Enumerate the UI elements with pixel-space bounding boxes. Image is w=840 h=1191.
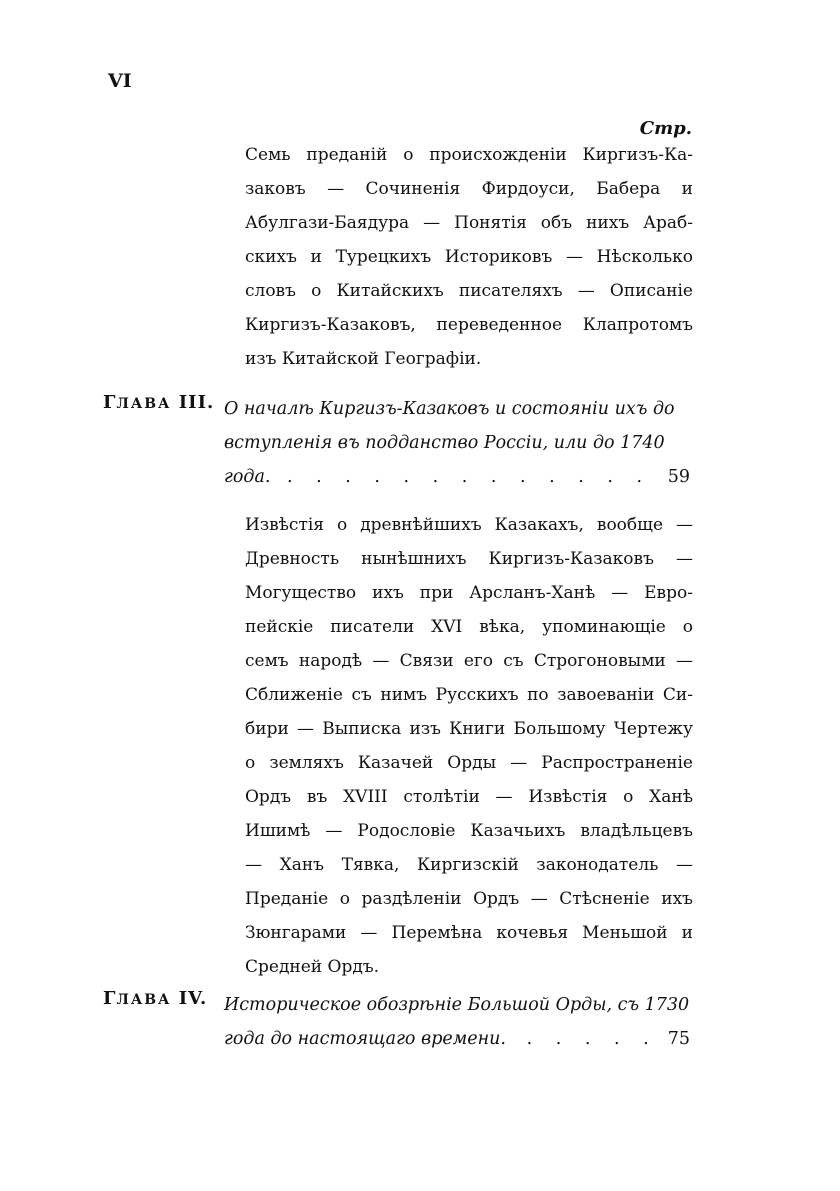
summary-line: пейскіе писатели XVI вѣка, упоминающіе о <box>245 617 693 637</box>
summary-line: о земляхъ Казачей Орды — Распространеніе <box>245 753 693 773</box>
chapter-3-label: ГЛАВА III. <box>103 392 215 413</box>
page-column-header: Стр. <box>639 118 692 139</box>
summary-line: Сближеніе съ нимъ Русскихъ по завоеваніи Си- <box>245 685 693 705</box>
chapter-title-last-line: года до настоящаго времени. . . . . . 75 <box>224 1022 690 1056</box>
chapter-4-title <box>224 988 690 1056</box>
chapter-title-line: Историческое обозрѣніе Большой Орды, съ 1730 <box>224 995 690 1015</box>
summary-line: Зюнгарами — Перемѣна кочевья Меньшой и <box>245 923 693 943</box>
chapter-4-page: 75 <box>667 1029 690 1049</box>
summary-line: Семь преданій о происхожденіи Киргизъ-Ка- <box>245 145 693 165</box>
chapter-title-line: О началѣ Киргизъ-Казаковъ и состояніи ихъ до <box>224 399 675 419</box>
chapter-3-page: 59 <box>667 467 690 487</box>
chapter-3-summary <box>245 508 693 984</box>
summary-line: Извѣстія о древнѣйшихъ Казакахъ, вообще — <box>245 515 693 535</box>
summary-line: изъ Китайской Географіи. <box>245 349 482 369</box>
summary-line: бири — Выписка изъ Книги Большому Чертежу <box>245 719 693 739</box>
summary-line: скихъ и Турецкихъ Историковъ — Нѣсколько <box>245 247 693 267</box>
summary-line: Абулгази-Баядура — Понятія объ нихъ Араб- <box>245 213 693 233</box>
summary-line: — Ханъ Тявка, Киргизскій законодатель — <box>245 855 693 875</box>
summary-line: Древность нынѣшнихъ Киргизъ-Казаковъ — <box>245 549 693 569</box>
chapter-3-title <box>224 392 690 494</box>
summary-line: заковъ — Сочиненія Фирдоуси, Бабера и <box>245 179 693 199</box>
summary-line: семъ народѣ — Связи его съ Строгоновыми — <box>245 651 693 671</box>
summary-line: Средней Ордъ. <box>245 957 380 977</box>
page-number: VI <box>108 70 132 92</box>
leader-dots: . . . . . . . . . . . . . <box>287 467 652 487</box>
summary-line: Могущество ихъ при Арсланъ-Ханѣ — Евро- <box>245 583 693 603</box>
summary-line: Ишимѣ — Родословіе Казачьихъ владѣльцевъ <box>245 821 693 841</box>
chapter-title-line: вступленія въ подданство Россіи, или до 1740 <box>224 433 665 453</box>
leader-dots: . . . . . <box>526 1029 658 1049</box>
summary-line: Ордъ въ XVIII столѣтіи — Извѣстія о Ханѣ <box>245 787 693 807</box>
chapter-title-last-line: года. . . . . . . . . . . . . . 59 <box>224 460 690 494</box>
summary-line: словъ о Китайскихъ писателяхъ — Описаніе <box>245 281 693 301</box>
summary-line: Киргизъ-Казаковъ, переведенное Клапротомъ <box>245 315 693 335</box>
chapter-2-summary <box>245 138 693 376</box>
summary-line: Преданіе о раздѣленіи Ордъ — Стѣсненіе ихъ <box>245 889 693 909</box>
chapter-4-label: ГЛАВА IV. <box>103 988 208 1009</box>
